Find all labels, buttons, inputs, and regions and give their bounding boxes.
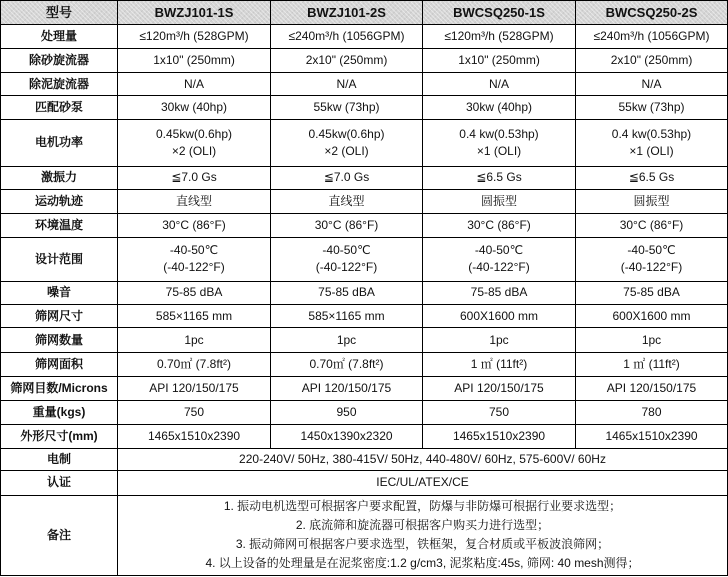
spec-value [271, 72, 423, 95]
spec-value [423, 377, 576, 400]
spec-row [1, 189, 728, 213]
spec-value-line: -40-50℃ [627, 243, 676, 258]
spec-value-line: 2x10" (250mm) [305, 53, 388, 68]
spec-value-line: API 120/150/175 [301, 381, 392, 396]
spec-value-line: 750 [183, 404, 205, 419]
spec-value [576, 400, 728, 424]
header-label: 型号 [1, 1, 118, 25]
row-label: 筛网目数/Microns [1, 377, 118, 400]
spec-value [118, 96, 271, 119]
spec-value [271, 425, 423, 449]
spec-value [423, 119, 576, 166]
row-label: 设计范围 [1, 237, 118, 281]
spec-value [576, 377, 728, 400]
spec-value-line: 2x10" (250mm) [610, 53, 693, 68]
spec-value-line: 0.70㎡ (7.8ft²) [309, 357, 384, 372]
spec-value [118, 305, 271, 328]
spec-row [1, 214, 728, 237]
spec-value-line: (-40-122°F) [468, 260, 530, 275]
row-label: 重量(kgs) [1, 400, 118, 424]
spec-value-line: 30kw (40hp) [465, 99, 533, 114]
row-label: 运动轨迹 [1, 189, 118, 213]
spec-row [1, 400, 728, 424]
spec-value [271, 400, 423, 424]
spec-value-line: (-40-122°F) [620, 260, 683, 275]
spec-value [118, 377, 271, 400]
spec-value-line: 直线型 [175, 194, 212, 209]
spec-value-line: 75-85 dBA [165, 285, 223, 300]
spec-row [1, 96, 728, 119]
spec-value-line: ≦7.0 Gs [171, 170, 217, 185]
model-name: BWZJ101-2S [271, 1, 423, 25]
row-label: 电机功率 [1, 119, 118, 166]
row-label: 处理量 [1, 25, 118, 49]
spec-value-line: 1x10" (250mm) [153, 53, 235, 68]
spec-value [271, 119, 423, 166]
spec-value-line: 圆振型 [480, 194, 517, 209]
note-line: 2. 底流筛和旋流器可根据客户购买力进行选型； [295, 518, 550, 533]
spec-value-line: ≦6.5 Gs [628, 170, 675, 185]
spec-value-line: ≦6.5 Gs [476, 170, 522, 185]
spec-value-line: ×2 (OLI) [324, 143, 369, 158]
spec-value [423, 305, 576, 328]
spec-value [271, 96, 423, 119]
spec-value [423, 25, 576, 49]
spec-value-line: N/A [336, 76, 357, 91]
spec-value-line: ×1 (OLI) [629, 143, 674, 158]
spec-value-line: 585×1165 mm [155, 308, 233, 323]
spec-value-line: 30kw (40hp) [160, 99, 228, 114]
spec-value [271, 352, 423, 376]
cert-row [1, 471, 728, 495]
row-label: 筛网尺寸 [1, 305, 118, 328]
spec-value-line: -40-50℃ [322, 243, 371, 258]
spec-row [1, 237, 728, 281]
spec-value-line: ×2 (OLI) [171, 143, 217, 158]
spec-value-line: -40-50℃ [169, 243, 219, 258]
spec-value [271, 25, 423, 49]
spec-value-line: ≤120m³/h (528GPM) [444, 29, 554, 44]
spec-value [423, 425, 576, 449]
spec-value [118, 214, 271, 237]
row-label: 筛网数量 [1, 328, 118, 352]
spec-value-line: 1pc [489, 332, 509, 347]
spec-value [118, 281, 271, 304]
spec-value-line: 55kw (73hp) [618, 99, 685, 114]
row-label: 电制 [1, 448, 118, 470]
spec-value-line: API 120/150/175 [454, 381, 544, 396]
note-line: 3. 振动筛网可根据客户要求选型，铁框架，复合材质或平板波浪筛网； [235, 537, 610, 552]
power-value: 220-240V/ 50Hz, 380-415V/ 50Hz, 440-480V/ 60Hz, 575-600V/ 60Hz [118, 448, 728, 470]
spec-value-line: 0.45kw(0.6hp) [308, 126, 385, 141]
spec-value [118, 166, 271, 189]
spec-value [576, 214, 728, 237]
spec-value-line: 1pc [336, 332, 357, 347]
spec-value [576, 237, 728, 281]
header-row [1, 1, 728, 25]
spec-value-line: 780 [641, 404, 662, 419]
spec-row [1, 328, 728, 352]
row-label: 外形尺寸(mm) [1, 425, 118, 449]
spec-value [576, 305, 728, 328]
notes-cell [118, 495, 728, 575]
spec-value [423, 96, 576, 119]
spec-value-line: 1pc [184, 332, 204, 347]
row-label: 噪音 [1, 281, 118, 304]
spec-value [271, 166, 423, 189]
spec-value-line: 1 ㎡ (11ft²) [623, 357, 680, 372]
spec-value [118, 72, 271, 95]
spec-value [271, 49, 423, 72]
spec-value [576, 49, 728, 72]
spec-value [271, 305, 423, 328]
spec-value [118, 425, 271, 449]
spec-value [423, 72, 576, 95]
spec-value-line: ≤240m³/h (1056GPM) [288, 29, 405, 44]
spec-row [1, 425, 728, 449]
spec-value [271, 328, 423, 352]
notes-row [1, 495, 728, 575]
spec-value-line: N/A [641, 76, 662, 91]
spec-value [118, 237, 271, 281]
spec-value [118, 25, 271, 49]
spec-value-line: 0.70㎡ (7.8ft²) [156, 357, 232, 372]
spec-value-line: -40-50℃ [474, 243, 524, 258]
spec-value-line: 30°C (86°F) [162, 218, 226, 233]
spec-row [1, 25, 728, 49]
spec-value-line: 55kw (73hp) [313, 99, 380, 114]
spec-value-line: 75-85 dBA [470, 285, 528, 300]
spec-value-line: 30°C (86°F) [619, 218, 684, 233]
spec-value [423, 166, 576, 189]
spec-value-line: 1450x1390x2320 [300, 428, 393, 443]
spec-value-line: 0.4 kw(0.53hp) [611, 126, 692, 141]
spec-value-line: ≦7.0 Gs [323, 170, 370, 185]
spec-value [118, 189, 271, 213]
row-label: 备注 [1, 495, 118, 575]
spec-row [1, 377, 728, 400]
spec-value [118, 119, 271, 166]
spec-value-line: 圆振型 [633, 194, 670, 209]
spec-row [1, 352, 728, 376]
cert-value: IEC/UL/ATEX/CE [118, 471, 728, 495]
spec-value [576, 96, 728, 119]
note-line: 1. 振动电机选型可根据客户要求配置，防爆与非防爆可根据行业要求选型； [223, 499, 622, 514]
spec-value [423, 281, 576, 304]
spec-value [423, 214, 576, 237]
spec-row [1, 166, 728, 189]
spec-value-line: 585×1165 mm [308, 308, 385, 323]
spec-value-line: 950 [336, 404, 357, 419]
spec-value-line: N/A [488, 76, 509, 91]
model-name: BWCSQ250-1S [423, 1, 576, 25]
note-line: 4. 以上设备的处理量是在泥浆密度:1.2 g/cm3, 泥浆粘度:45s, 筛网: 40 mesh测得； [205, 556, 640, 571]
spec-value [271, 214, 423, 237]
spec-value [576, 25, 728, 49]
spec-value-line: 1x10" (250mm) [458, 53, 540, 68]
spec-value [576, 166, 728, 189]
row-label: 激振力 [1, 166, 118, 189]
row-label: 除泥旋流器 [1, 72, 118, 95]
spec-value-line: (-40-122°F) [315, 260, 378, 275]
spec-value-line: ≤240m³/h (1056GPM) [593, 29, 710, 44]
spec-value-line: 1 ㎡ (11ft²) [470, 357, 528, 372]
spec-value-line: 75-85 dBA [318, 285, 375, 300]
spec-value [271, 189, 423, 213]
spec-value [576, 328, 728, 352]
spec-value [576, 281, 728, 304]
spec-value-line: 600X1600 mm [459, 308, 539, 323]
spec-value [576, 425, 728, 449]
spec-value [118, 352, 271, 376]
spec-row [1, 305, 728, 328]
spec-value [118, 49, 271, 72]
spec-value-line: API 120/150/175 [149, 381, 239, 396]
spec-value-line: 0.4 kw(0.53hp) [459, 126, 539, 141]
spec-value-line: N/A [183, 76, 204, 91]
spec-value [423, 237, 576, 281]
spec-value-line: 600X1600 mm [612, 308, 691, 323]
power-row [1, 448, 728, 470]
spec-value [271, 237, 423, 281]
spec-value-line: 1465x1510x2390 [452, 428, 546, 443]
row-label: 除砂旋流器 [1, 49, 118, 72]
spec-value-line: (-40-122°F) [163, 260, 225, 275]
spec-row [1, 72, 728, 95]
spec-value-line: 30°C (86°F) [467, 218, 531, 233]
spec-value-line: API 120/150/175 [606, 381, 697, 396]
spec-row [1, 281, 728, 304]
spec-value [423, 49, 576, 72]
spec-value-line: ×1 (OLI) [476, 143, 522, 158]
spec-value [423, 352, 576, 376]
spec-value-line: 750 [488, 404, 510, 419]
spec-value [423, 189, 576, 213]
spec-value-line: ≤120m³/h (528GPM) [139, 29, 249, 44]
spec-value-line: 1pc [641, 332, 662, 347]
spec-value-line: 直线型 [328, 194, 365, 209]
model-name: BWZJ101-1S [118, 1, 271, 25]
row-label: 匹配砂泵 [1, 96, 118, 119]
spec-value-line: 1465x1510x2390 [605, 428, 698, 443]
spec-value-line: 1465x1510x2390 [147, 428, 241, 443]
spec-value [576, 189, 728, 213]
row-label: 认证 [1, 471, 118, 495]
spec-value [118, 328, 271, 352]
spec-value [423, 400, 576, 424]
spec-value-line: 0.45kw(0.6hp) [155, 126, 233, 141]
spec-value [118, 400, 271, 424]
spec-row [1, 119, 728, 166]
spec-value [271, 281, 423, 304]
model-name: BWCSQ250-2S [576, 1, 728, 25]
spec-value-line: 30°C (86°F) [314, 218, 379, 233]
spec-value [576, 119, 728, 166]
spec-value [576, 352, 728, 376]
spec-value-line: 75-85 dBA [623, 285, 680, 300]
spec-row [1, 49, 728, 72]
spec-value [271, 377, 423, 400]
row-label: 环境温度 [1, 214, 118, 237]
row-label: 筛网面积 [1, 352, 118, 376]
spec-value [576, 72, 728, 95]
spec-value [423, 328, 576, 352]
